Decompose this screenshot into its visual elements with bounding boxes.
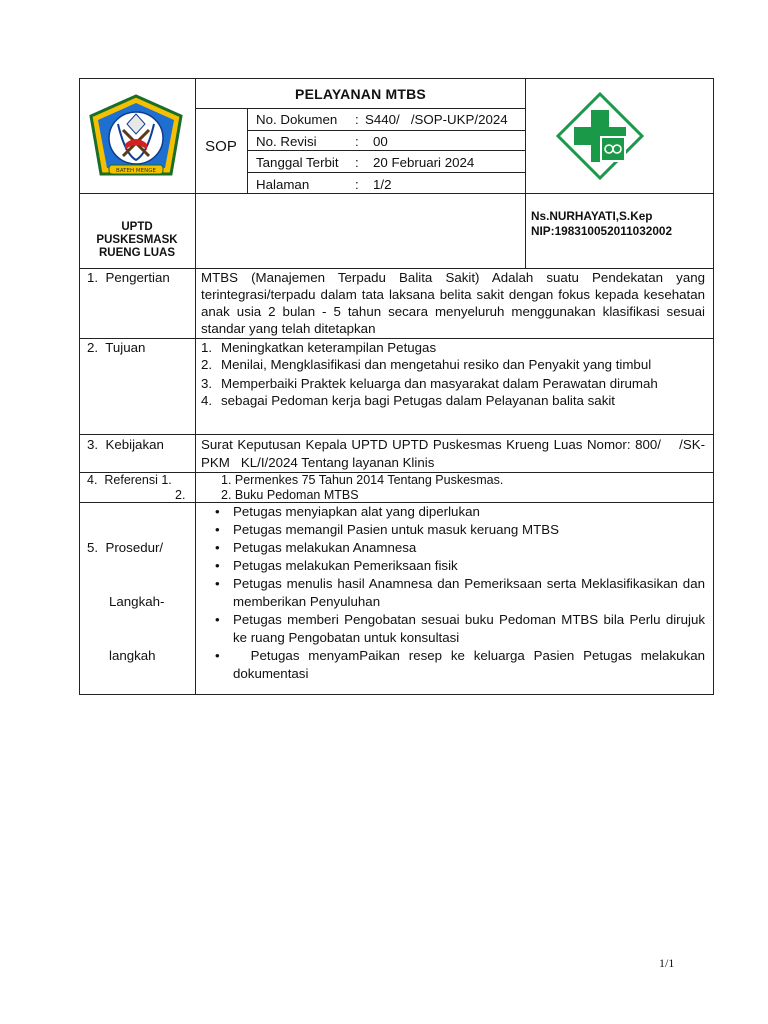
row-tujuan-divider: [195, 338, 196, 435]
meta-value-no-dokumen: S440/ /SOP-UKP/2024: [365, 112, 508, 127]
tujuan-item: [201, 376, 705, 391]
list-tujuan: [201, 339, 705, 408]
meta-value-no-revisi: 00: [373, 134, 388, 149]
prosedur-item-text: Petugas menulis hasil Anamnesa dan Pemeriksaan serta Meklasifikasikan dan memberikan Penyuluhan: [233, 576, 705, 609]
tujuan-item-text: Memperbaiki Praktek keluarga dan masyarakat dalam Perawatan dirumah: [221, 376, 658, 391]
prosedur-item-text: Petugas memberi Pengobatan sesuai buku Pedoman MTBS bila Perlu dirujuk ke ruang Pengobatan untuk konsultasi: [233, 612, 705, 645]
document-title: PELAYANAN MTBS: [295, 86, 426, 102]
meta-value-tanggal-terbit: 20 Februari 2024: [373, 155, 475, 170]
bullet-icon: •: [215, 648, 220, 663]
label-prosedur-line-3: langkah: [109, 648, 156, 663]
prosedur-item: [201, 503, 705, 521]
sop-label: SOP: [205, 138, 237, 155]
bullet-icon: •: [215, 540, 220, 555]
label-referensi-num-2: 2.: [175, 488, 186, 502]
meta-value-halaman: 1/2: [373, 177, 392, 192]
regency-emblem-icon: [85, 94, 187, 184]
meta-sep-no-dokumen: :: [355, 112, 359, 127]
referensi-item: 2. Buku Pedoman MTBS: [221, 488, 359, 502]
tujuan-item: [201, 340, 705, 355]
meta-label-tanggal-terbit: Tanggal Terbit: [256, 155, 339, 170]
prosedur-item-text: Petugas memangil Pasien untuk masuk keruang MTBS: [233, 522, 559, 537]
svg-text:BATEH MENGE: BATEH MENGE: [116, 168, 156, 174]
label-referensi: 4. Referensi 1.: [87, 473, 172, 487]
bullet-icon: •: [215, 612, 220, 627]
tujuan-item-num: 4.: [201, 393, 213, 408]
prosedur-item: [201, 539, 705, 557]
label-prosedur-line-2: Langkah-: [109, 594, 165, 609]
org-row-middle: [195, 193, 526, 269]
meta-label-no-dokumen: No. Dokumen: [256, 112, 338, 127]
regency-logo: [85, 94, 187, 184]
row-pengertian-divider: [195, 268, 196, 339]
health-logo: [556, 92, 644, 180]
prosedur-item-text: Petugas melakukan Pemeriksaan fisik: [233, 558, 458, 573]
signer-name: Ns.NURHAYATI,S.Kep: [531, 209, 653, 223]
text-pengertian: MTBS (Manajemen Terpadu Balita Sakit) Adalah suatu Pendekatan yang terintegrasi/terpadu dalam tata laksana belita sakit dengan fokus kepada kesehatan anak usia 2 bulan - 5 tahun secara menyeluruh menggunakan klasifikasi sesuai standar yang telah ditetapkan: [201, 270, 705, 336]
signer-block: [531, 209, 672, 239]
tujuan-item: [201, 357, 705, 372]
prosedur-item: [201, 611, 705, 647]
signer-nip: NIP:198310052011032002: [531, 224, 673, 238]
label-prosedur: [87, 503, 164, 701]
label-kebijakan: 3. Kebijakan: [87, 437, 164, 452]
meta-sep-tanggal-terbit: :: [355, 155, 359, 170]
tujuan-item-text: Meningkatkan keterampilan Petugas: [221, 340, 437, 355]
tujuan-item-num: 2.: [201, 357, 213, 372]
prosedur-item: [201, 575, 705, 611]
page-number: 1/1: [659, 956, 675, 970]
health-cross-icon: [556, 92, 644, 180]
bullet-icon: •: [215, 522, 220, 537]
prosedur-item-text: Petugas menyiapkan alat yang diperlukan: [233, 504, 480, 519]
label-prosedur-line-1: 5. Prosedur/: [87, 540, 164, 555]
row-kebijakan-divider: [195, 434, 196, 473]
prosedur-item-text: Petugas melakukan Anamnesa: [233, 540, 417, 555]
referensi-item: 1. Permenkes 75 Tahun 2014 Tentang Puskesmas.: [221, 473, 504, 487]
list-prosedur: [201, 503, 709, 683]
tujuan-item-text: sebagai Pedoman kerja bagi Petugas dalam Pelayanan balita sakit: [221, 393, 615, 408]
bullet-icon: •: [215, 558, 220, 573]
org-name-line-3: RUENG LUAS: [98, 247, 176, 259]
text-kebijakan: Surat Keputusan Kepala UPTD UPTD Puskesmas Krueng Luas Nomor: 800/ /SK-PKM KL/I/2024 Tentang layanan Klinis: [201, 437, 705, 470]
prosedur-item: [201, 647, 709, 683]
prosedur-item-text: Petugas menyamPaikan resep ke keluarga Pasien Petugas melakukan dokumentasi: [233, 648, 709, 681]
bullet-icon: •: [215, 576, 220, 591]
org-name-line-1: UPTD: [121, 221, 153, 233]
meta-label-no-revisi: No. Revisi: [256, 134, 317, 149]
org-name: [79, 221, 195, 260]
meta-label-halaman: Halaman: [256, 177, 310, 192]
prosedur-item: [201, 521, 705, 539]
meta-row-divider-3: [247, 172, 526, 173]
meta-sep-no-revisi: :: [355, 134, 359, 149]
tujuan-item-num: 1.: [201, 340, 213, 355]
org-name-line-2: PUSKESMASK: [96, 234, 178, 246]
tujuan-item-num: 3.: [201, 376, 213, 391]
label-tujuan: 2. Tujuan: [87, 340, 146, 355]
tujuan-item-text: Menilai, Mengklasifikasi dan mengetahui resiko dan Penyakit yang timbul: [221, 357, 652, 372]
tujuan-item: [201, 393, 705, 408]
row-referensi-divider: [195, 472, 196, 503]
meta-sep-halaman: :: [355, 177, 359, 192]
row-prosedur-divider: [195, 502, 196, 695]
label-pengertian: 1. Pengertian: [87, 270, 170, 285]
prosedur-item: [201, 557, 705, 575]
bullet-icon: •: [215, 504, 220, 519]
